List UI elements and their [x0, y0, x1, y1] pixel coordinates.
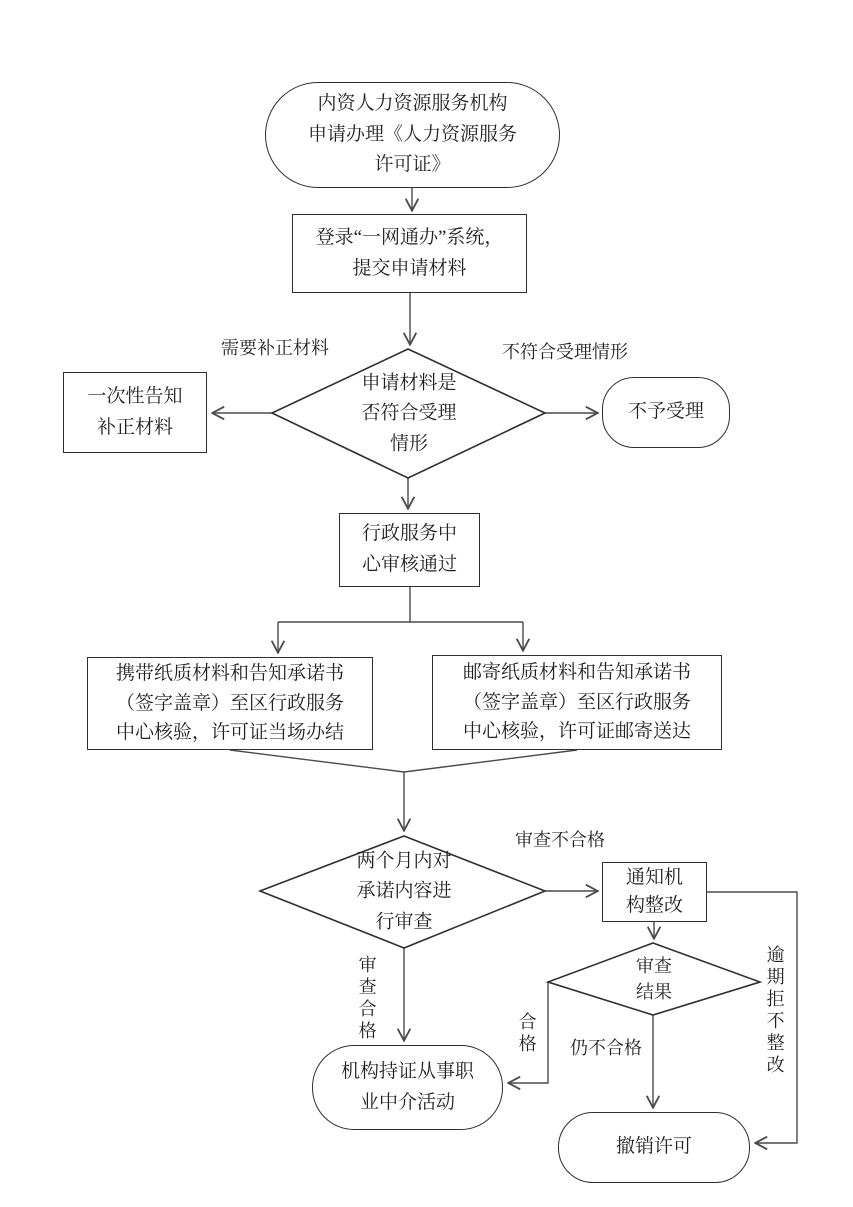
text-line: 两个月内对: [356, 850, 452, 872]
text-line: 业中介活动: [359, 1091, 455, 1113]
node-mail-materials: [432, 655, 722, 750]
edge-label-still-fail: 仍不合格: [570, 1038, 642, 1058]
node-start: [265, 82, 560, 188]
text-line: 补正材料: [96, 416, 173, 438]
text-line: 邮寄纸质材料和告知承诺书: [462, 662, 691, 684]
text-line: 中心核验，许可证邮寄送达: [462, 721, 691, 743]
edge-label-review-pass: 审查合格: [358, 955, 377, 1041]
node-mail-materials-text: [433, 658, 721, 746]
text-line: 构整改: [625, 895, 683, 916]
edge-label-need-correction: 需要补正材料: [221, 338, 329, 358]
text-line: 审查: [636, 955, 672, 976]
text-line: 情形: [389, 433, 429, 455]
edge-label-pass: 合格: [518, 1012, 537, 1054]
node-login: [292, 214, 527, 293]
node-bring-materials: [87, 657, 373, 750]
edge-label-review-fail: 审查不合格: [515, 830, 605, 850]
edge-mailmaterials-merge: [404, 750, 577, 772]
edge-label-overdue-refuse: 逾期拒不整改: [766, 945, 785, 1075]
node-reject-text: [603, 397, 729, 428]
text-line: 通知机: [625, 867, 683, 889]
edge-label-not-acceptable: 不符合受理情形: [502, 342, 628, 362]
text-line: 提交申请材料: [352, 257, 467, 279]
text-line: （签字盖章）至区行政服务: [115, 692, 344, 714]
edge-centerapprove-split: [278, 587, 523, 622]
node-licensed-activity-text: [313, 1057, 502, 1119]
edge-bringmaterials-merge: [230, 750, 404, 772]
node-start-text: [266, 89, 559, 181]
text-line: 承诺内容进: [356, 880, 452, 902]
node-review-result-text: [636, 953, 672, 1005]
node-notify-correction-text: [64, 382, 206, 444]
node-notify-rectify-text: [603, 864, 706, 919]
node-login-text: [293, 223, 526, 285]
text-line: 结果: [636, 982, 672, 1002]
node-center-approve-text: [340, 519, 479, 581]
text-line: 行政服务中: [361, 523, 457, 545]
text-line: 登录“一网通办”系统，: [315, 226, 504, 248]
node-revoke-license: [558, 1112, 750, 1183]
text-line: 内资人力资源服务机构: [317, 92, 508, 114]
text-line: （签字盖章）至区行政服务: [462, 691, 691, 713]
text-line: 中心核验，许可证当场办结: [115, 722, 344, 744]
node-revoke-license-text: [559, 1132, 749, 1163]
text-line: 行审查: [375, 911, 433, 933]
node-center-approve: [339, 513, 480, 587]
text-line: 机构持证从事职: [340, 1060, 474, 1082]
text-line: 携带纸质材料和告知承诺书: [115, 663, 344, 685]
text-line: 心审核通过: [361, 554, 457, 575]
text-line: 申请材料是: [361, 372, 457, 394]
text-line: 不予受理: [627, 401, 704, 423]
node-review-two-months-text: [356, 846, 451, 937]
node-notify-rectify: [602, 862, 707, 922]
text-line: 许可证》: [374, 154, 451, 176]
node-reject: [602, 377, 730, 448]
text-line: 撤销许可: [615, 1136, 692, 1158]
text-line: 一次性告知: [87, 385, 183, 407]
text-line: 否符合受理: [361, 402, 457, 424]
text-line: 申请办理《人力资源服务: [307, 123, 517, 145]
node-bring-materials-text: [88, 659, 372, 747]
node-licensed-activity: [312, 1045, 503, 1130]
node-check-accept-text: [361, 368, 456, 459]
node-notify-correction: [63, 372, 207, 453]
